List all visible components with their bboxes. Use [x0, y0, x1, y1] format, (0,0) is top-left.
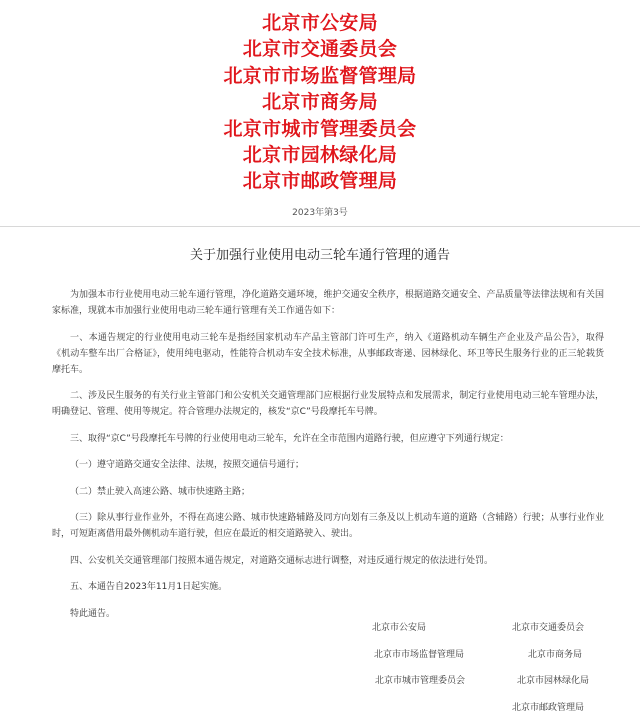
signature-postal: 北京市邮政管理局 [512, 703, 585, 713]
document-number: 2023年第3号 [292, 208, 348, 218]
header-divider [0, 226, 640, 227]
issuer-transport: 北京市交通委员会 [242, 38, 398, 61]
issuer-urban-management: 北京市城市管理委员会 [223, 117, 417, 140]
paragraph-intro: 为加强本市行业使用电动三轮车通行管理，净化道路交通环境，维护交通安全秩序，根据道路交通安全、产品质量等法律法规和有关国家标准，现就本市加强行业使用电动三轮车通行管理有关工作通告如下： [52, 290, 604, 316]
paragraph-article-4: 四、公安机关交通管理部门按照本通告规定，对道路交通标志进行调整，对违反通行规定的依法进行处罚。 [70, 555, 494, 566]
signature-landscaping: 北京市园林绿化局 [517, 676, 590, 686]
paragraph-article-3: 三、取得“京C”号段摩托车号牌的行业使用电动三轮车，允许在全市范围内道路行驶，但应遵守下列通行规定： [70, 433, 509, 444]
signature-commerce: 北京市商务局 [528, 650, 583, 660]
notice-body [52, 287, 604, 632]
paragraph-rule-1: （一）遵守道路交通安全法律、法规，按照交通信号通行； [70, 460, 305, 470]
issuer-market-regulation: 北京市市场监督管理局 [223, 64, 417, 87]
issuer-commerce: 北京市商务局 [262, 91, 378, 114]
paragraph-rule-2: （二）禁止驶入高速公路、城市快速路主路； [70, 486, 251, 497]
issuer-postal: 北京市邮政管理局 [242, 170, 398, 193]
issuers-header [0, 10, 640, 195]
document-title: 关于加强行业使用电动三轮车通行管理的通告 [189, 248, 450, 263]
issuer-public-security: 北京市公安局 [262, 12, 378, 34]
paragraph-closing: 特此通告。 [70, 608, 116, 619]
signature-market-regulation: 北京市市场监督管理局 [374, 650, 465, 660]
issuer-landscaping: 北京市园林绿化局 [242, 143, 398, 166]
signature-transport: 北京市交通委员会 [512, 623, 585, 633]
paragraph-article-5: 五、本通告自2023年11月1日起实施。 [70, 582, 228, 592]
paragraph-rule-3: （三）除从事行业作业外，不得在高速公路、城市快速路辅路及同方向划有三条及以上机动车道的道路（含辅路）行驶；从事行业作业时，可短距离借用最外侧机动车道行驶，但应在最近的相交道路驶入、驶出。 [52, 513, 604, 539]
paragraph-article-2: 二、涉及民生服务的有关行业主管部门和公安机关交通管理部门应根据行业发展特点和发展需求，制定行业使用电动三轮车管理办法，明确登记、管理、使用等规定。符合管理办法规定的，核发“京C”号段摩托车号牌。 [52, 391, 604, 417]
signature-public-security: 北京市公安局 [372, 623, 427, 633]
paragraph-article-1: 一、本通告规定的行业使用电动三轮车是指经国家机动车产品主管部门许可生产，纳入《道路机动车辆生产企业及产品公告》，取得《机动车整车出厂合格证》，使用纯电驱动，性能符合机动车安全技术标准，从事邮政寄递、园林绿化、环卫等民生服务行业的正三轮载货摩托车。 [52, 332, 604, 375]
signature-urban-management: 北京市城市管理委员会 [375, 676, 466, 686]
